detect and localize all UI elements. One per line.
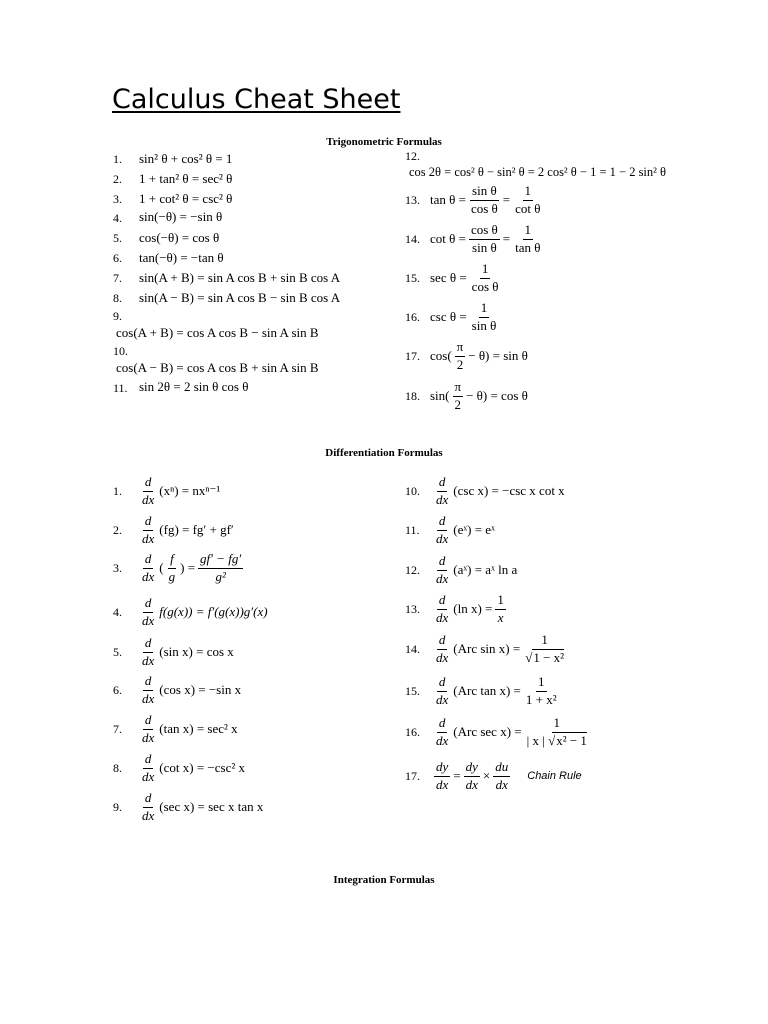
- ddx-operator: [140, 552, 156, 584]
- trig-formula-1: sin² θ + cos² θ = 1: [139, 151, 233, 166]
- diff-5-rhs: (sin x) = cos x: [159, 644, 234, 660]
- trig-13-frac-b: [513, 184, 542, 216]
- diff-formula-15: [405, 675, 560, 707]
- chain-rule-note: Chain Rule: [527, 770, 582, 783]
- diff-3-f: f: [168, 552, 176, 569]
- diff-15-den: 1 + x²: [525, 691, 557, 707]
- diff-num-6: 6.: [113, 683, 122, 698]
- ddx-dx: dx: [436, 732, 449, 748]
- diff-formula-17: [405, 760, 582, 792]
- diff-section-title: Differentiation Formulas: [325, 447, 443, 459]
- diff-3-num: gf′ − fg′: [198, 552, 243, 569]
- diff-formula-6: [113, 674, 241, 706]
- diff-formula-2: [113, 514, 234, 546]
- ddx-d: d: [437, 593, 448, 610]
- page-title: Calculus Cheat Sheet: [112, 84, 401, 115]
- trig-num-4: 4.: [113, 211, 122, 225]
- trig-14-b-den: tan θ: [515, 239, 541, 255]
- ddx-operator: [434, 675, 450, 707]
- integ-section-title: Integration Formulas: [333, 874, 435, 886]
- diff-num-8: 8.: [113, 761, 122, 776]
- ddx-operator: [434, 716, 450, 748]
- trig-num-1: 1.: [113, 152, 122, 166]
- diff-num-16: 16.: [405, 725, 420, 740]
- diff-17-dydx: [434, 760, 450, 792]
- trig-14-frac-a: [469, 223, 500, 255]
- diff-num-17: 17.: [405, 769, 420, 784]
- diff-15-frac: [524, 675, 559, 707]
- trig-formula-8: sin(A − B) = sin A cos B − sin B cos A: [139, 290, 341, 305]
- trig-num-10: 10.: [113, 344, 128, 358]
- trig-18-den: 2: [454, 396, 462, 412]
- ddx-d: d: [143, 674, 154, 691]
- diff-2-rhs: (fg) = fg′ + gf′: [159, 522, 234, 538]
- diff-3-close: ) =: [180, 560, 196, 576]
- trig-formula-14: [405, 223, 543, 255]
- trig-formula-11: sin 2θ = 2 sin θ cos θ: [139, 379, 249, 394]
- trig-18-post: − θ) = cos θ: [466, 388, 528, 404]
- diff-15-num: 1: [536, 675, 547, 692]
- ddx-dx: dx: [436, 491, 449, 507]
- diff-14-den: 1 − x²: [533, 649, 565, 665]
- diff-17-dydu: [464, 760, 480, 792]
- diff-formula-5: [113, 636, 234, 668]
- ddx-d: d: [143, 514, 154, 531]
- trig-15-frac: [470, 262, 501, 294]
- trig-formula-15: [405, 262, 501, 294]
- trig-num-11: 11.: [113, 381, 128, 395]
- ddx-d: d: [437, 675, 448, 692]
- ddx-d: d: [437, 633, 448, 650]
- trig-18-frac: [453, 380, 464, 412]
- diff-3-result-frac: [198, 552, 243, 584]
- ddx-operator: [434, 554, 450, 586]
- ddx-d: d: [143, 552, 154, 569]
- trig-18-num: π: [453, 380, 464, 397]
- ddx-d: d: [143, 791, 154, 808]
- ddx-operator: [140, 674, 156, 706]
- diff-10-rhs: (csc x) = −csc x cot x: [453, 483, 565, 499]
- ddx-d: d: [143, 636, 154, 653]
- trig-num-9: 9.: [113, 309, 122, 323]
- trig-num-8: 8.: [113, 291, 122, 305]
- diff-formula-10: [405, 475, 565, 507]
- diff-4-rhs: f(g(x)) = f′(g(x))g′(x): [159, 604, 268, 620]
- ddx-d: d: [143, 713, 154, 730]
- trig-17-frac: [455, 340, 466, 372]
- trig-14-a-den: sin θ: [472, 239, 497, 255]
- diff-16-frac: [525, 716, 589, 748]
- trig-13-lhs: tan θ =: [430, 192, 466, 208]
- trig-formula-18: [405, 380, 528, 412]
- trig-15-lhs: sec θ =: [430, 270, 467, 286]
- ddx-dx: dx: [142, 690, 155, 706]
- trig-13-a-den: cos θ: [470, 200, 498, 216]
- trig-17-num: π: [455, 340, 466, 357]
- ddx-d: d: [437, 514, 448, 531]
- diff-num-2: 2.: [113, 523, 122, 538]
- diff-12-rhs: (aˣ) = aˣ ln a: [453, 562, 518, 578]
- diff-11-rhs: (eˣ) = eˣ: [453, 522, 495, 538]
- trig-18-pre: sin(: [430, 388, 450, 404]
- diff-num-7: 7.: [113, 722, 122, 737]
- diff-formula-3: [113, 552, 244, 584]
- trig-num-14: 14.: [405, 232, 420, 247]
- trig-formula-13: [405, 184, 543, 216]
- ddx-d: d: [437, 475, 448, 492]
- diff-formula-7: [113, 713, 238, 745]
- diff-13-frac: [495, 593, 506, 625]
- diff-13-rhs: (ln x) =: [453, 601, 493, 617]
- ddx-dx: dx: [436, 609, 449, 625]
- trig-formula-17: [405, 340, 528, 372]
- diff-3-den: g²: [215, 568, 226, 584]
- diff-8-rhs: (cot x) = −csc² x: [159, 760, 245, 776]
- trig-14-lhs: cot θ =: [430, 231, 466, 247]
- diff-num-9: 9.: [113, 800, 122, 815]
- trig-num-6: 6.: [113, 251, 122, 265]
- diff-num-5: 5.: [113, 645, 122, 660]
- ddx-operator: [140, 514, 156, 546]
- trig-15-num: 1: [480, 262, 491, 279]
- trig-14-a-num: cos θ: [469, 223, 500, 240]
- trig-num-5: 5.: [113, 231, 122, 245]
- diff-num-11: 11.: [405, 523, 420, 538]
- diff-17-eq: =: [453, 768, 461, 784]
- trig-formula-2: 1 + tan² θ = sec² θ: [139, 171, 233, 186]
- ddx-dx: dx: [436, 649, 449, 665]
- ddx-dx: dx: [142, 491, 155, 507]
- ddx-operator: [140, 475, 156, 507]
- ddx-d: d: [143, 475, 154, 492]
- diff-17-dx: dx: [436, 776, 449, 792]
- diff-formula-16: [405, 716, 590, 748]
- diff-num-13: 13.: [405, 602, 420, 617]
- trig-num-15: 15.: [405, 271, 420, 286]
- ddx-operator: [434, 593, 450, 625]
- diff-15-rhs: (Arc tan x) =: [453, 683, 521, 699]
- ddx-operator: [434, 514, 450, 546]
- diff-14-frac: [523, 633, 566, 665]
- diff-num-12: 12.: [405, 563, 420, 578]
- diff-7-rhs: (tan x) = sec² x: [159, 721, 238, 737]
- trig-formula-9: cos(A + B) = cos A cos B − sin A sin B: [116, 325, 319, 340]
- trig-17-post: − θ) = sin θ: [468, 348, 528, 364]
- ddx-operator: [140, 596, 156, 628]
- ddx-dx: dx: [142, 530, 155, 546]
- trig-13-eq: =: [502, 192, 511, 208]
- diff-num-10: 10.: [405, 484, 420, 499]
- ddx-dx: dx: [142, 729, 155, 745]
- diff-formula-13: [405, 593, 507, 625]
- diff-formula-8: [113, 752, 245, 784]
- trig-section-title: Trigonometric Formulas: [326, 136, 442, 148]
- ddx-dx: dx: [142, 807, 155, 823]
- diff-num-14: 14.: [405, 642, 420, 657]
- trig-formula-10: cos(A − B) = cos A cos B + sin A sin B: [116, 360, 319, 375]
- sqrt-symbol: √: [525, 649, 533, 665]
- ddx-dx: dx: [436, 570, 449, 586]
- trig-num-7: 7.: [113, 271, 122, 285]
- diff-9-rhs: (sec x) = sec x tan x: [159, 799, 264, 815]
- ddx-operator: [434, 475, 450, 507]
- trig-17-den: 2: [456, 356, 464, 372]
- diff-1-rhs: (xⁿ) = nxⁿ⁻¹: [159, 483, 221, 499]
- ddx-d: d: [143, 752, 154, 769]
- ddx-operator: [434, 633, 450, 665]
- trig-formula-5: cos(−θ) = cos θ: [139, 230, 220, 245]
- ddx-dx: dx: [142, 652, 155, 668]
- diff-17-dy: dy: [434, 760, 450, 777]
- diff-14-den-wrap: [523, 650, 566, 666]
- ddx-operator: [140, 636, 156, 668]
- diff-13-num: 1: [495, 593, 506, 610]
- diff-17-dx2: dx: [495, 776, 508, 792]
- diff-formula-1: [113, 475, 220, 507]
- trig-13-a-num: sin θ: [470, 184, 499, 201]
- trig-14-frac-b: [513, 223, 542, 255]
- trig-14-b-num: 1: [523, 223, 534, 240]
- trig-17-pre: cos(: [430, 348, 452, 364]
- diff-14-num: 1: [539, 633, 550, 650]
- ddx-d: d: [143, 596, 154, 613]
- trig-num-12: 12.: [405, 149, 420, 163]
- ddx-dx: dx: [142, 612, 155, 628]
- trig-16-frac: [470, 301, 499, 333]
- trig-formula-12: cos 2θ = cos² θ − sin² θ = 2 cos² θ − 1 = 1 − 2 sin² θ: [409, 165, 667, 179]
- ddx-dx: dx: [142, 768, 155, 784]
- diff-formula-9: [113, 791, 263, 823]
- ddx-d: d: [437, 716, 448, 733]
- trig-num-17: 17.: [405, 349, 420, 364]
- trig-formula-16: [405, 301, 499, 333]
- diff-13-den: x: [497, 609, 504, 625]
- trig-15-den: cos θ: [471, 278, 499, 294]
- ddx-operator: [140, 713, 156, 745]
- trig-13-frac-a: [469, 184, 500, 216]
- diff-num-15: 15.: [405, 684, 420, 699]
- diff-17-dudx: [493, 760, 510, 792]
- diff-16-num: 1: [552, 716, 563, 733]
- diff-17-du: du: [493, 760, 510, 777]
- diff-17-dy2: dy: [464, 760, 480, 777]
- trig-16-num: 1: [479, 301, 490, 318]
- trig-13-b-num: 1: [523, 184, 534, 201]
- diff-num-3: 3.: [113, 561, 122, 576]
- trig-formula-6: tan(−θ) = −tan θ: [139, 250, 224, 265]
- diff-16-rhs: (Arc sec x) =: [453, 724, 522, 740]
- diff-formula-14: [405, 633, 567, 665]
- diff-16-den: x² − 1: [556, 732, 587, 748]
- diff-16-den-wrap: [525, 733, 589, 749]
- trig-formula-3: 1 + cot² θ = csc² θ: [139, 191, 233, 206]
- ddx-dx: dx: [436, 691, 449, 707]
- trig-formula-7: sin(A + B) = sin A cos B + sin B cos A: [139, 270, 341, 285]
- diff-formula-12: [405, 554, 517, 586]
- diff-formula-11: [405, 514, 495, 546]
- diff-17-times: ×: [482, 768, 491, 784]
- diff-17-du-den: dx: [465, 776, 478, 792]
- trig-16-lhs: csc θ =: [430, 309, 467, 325]
- ddx-dx: dx: [436, 530, 449, 546]
- ddx-operator: [140, 791, 156, 823]
- ddx-operator: [140, 752, 156, 784]
- trig-16-den: sin θ: [471, 317, 497, 333]
- diff-formula-4: [113, 596, 268, 628]
- trig-num-2: 2.: [113, 172, 122, 186]
- diff-3-fg-frac: [167, 552, 178, 584]
- diff-14-rhs: (Arc sin x) =: [453, 641, 521, 657]
- trig-num-3: 3.: [113, 192, 122, 206]
- diff-3-open: (: [159, 560, 164, 576]
- diff-6-rhs: (cos x) = −sin x: [159, 682, 242, 698]
- diff-num-4: 4.: [113, 605, 122, 620]
- trig-13-b-den: cot θ: [515, 200, 541, 216]
- diff-3-g: g: [168, 568, 176, 584]
- trig-num-18: 18.: [405, 389, 420, 404]
- trig-14-eq: =: [502, 231, 511, 247]
- diff-num-1: 1.: [113, 484, 122, 499]
- ddx-d: d: [437, 554, 448, 571]
- ddx-dx: dx: [142, 568, 155, 584]
- trig-formula-4: sin(−θ) = −sin θ: [139, 209, 223, 224]
- trig-num-16: 16.: [405, 310, 420, 325]
- diff-16-den-pre: | x | √: [526, 732, 556, 748]
- trig-num-13: 13.: [405, 193, 420, 208]
